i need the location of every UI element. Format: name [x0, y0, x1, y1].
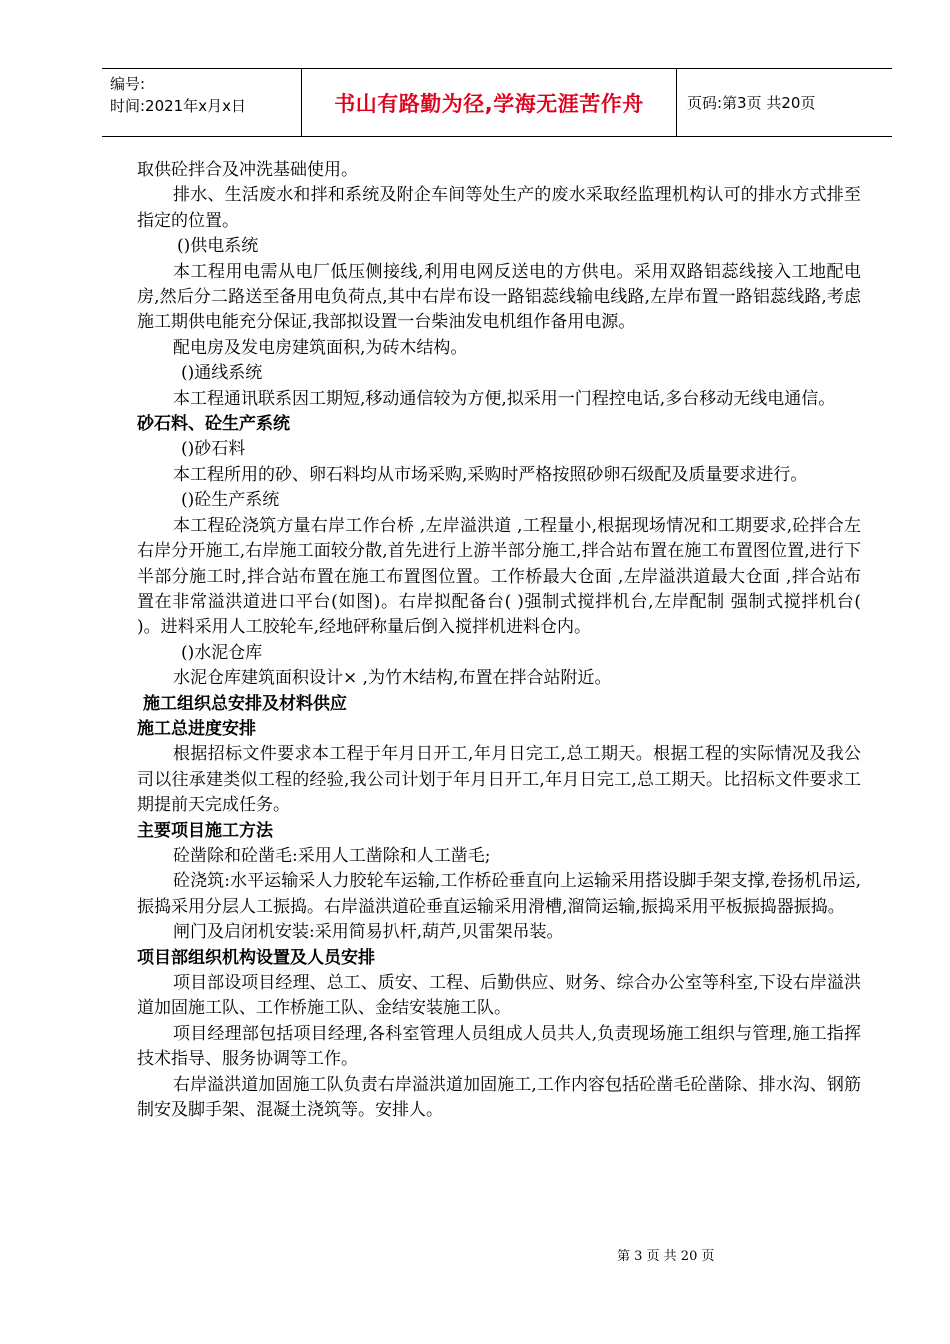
paragraph: 水泥仓库建筑面积设计× ,为竹木结构,布置在拌合站附近。 [173, 668, 612, 689]
paragraph: 根据招标文件要求本工程于年月日开工,年月日完工,总工期天。根据工程的实际情况及我公司以往承建类似工程的经验,我公司计划于年月日开工,年月日完工,总工期天。比招标文件要求工期提前天完成任务。 [137, 744, 861, 816]
paragraph: 本工程所用的砂、卵石料均从市场采购,采购时严格按照砂卵石级配及质量要求进行。 [173, 464, 808, 485]
paragraph: 本工程通讯联系因工期短,移动通信较为方便,拟采用一门程控电话,多台移动无线电通信。 [173, 388, 836, 409]
motto: 书山有路勤为径,学海无涯苦作舟 [302, 69, 677, 136]
page-footer: 第 3 页 共 20 页 [617, 1249, 715, 1264]
paragraph: ()砼生产系统 [181, 490, 280, 511]
paragraph: 本工程用电需从电厂低压侧接线,利用电网反送电的方供电。采用双路铝蕊线接入工地配电房,然后分二路送至备用电负荷点,其中右岸布设一路铝蕊线输电线路,左岸布置一路铝蕊线路,考虑施工期供电能充分保证,我部拟设置一台柴油发电机组作备用电源。 [137, 261, 861, 333]
paragraph: 排水、生活废水和拌和系统及附企车间等处生产的废水采取经监理机构认可的排水方式排至指定的位置。 [137, 185, 861, 231]
section-heading: 项目部组织机构设置及人员安排 [137, 947, 375, 968]
paragraph: 右岸溢洪道加固施工队负责右岸溢洪道加固施工,工作内容包括砼凿毛砼凿除、排水沟、钢筋制安及脚手架、混凝土浇筑等。安排人。 [137, 1074, 861, 1121]
paragraph: 闸门及启闭机安装:采用简易扒杆,葫芦,贝雷架吊装。 [173, 922, 564, 943]
section-heading: 砂石料、砼生产系统 [137, 414, 290, 435]
paragraph: ()水泥仓库 [181, 642, 263, 663]
number-label: 编号: [110, 75, 146, 93]
section-heading: 施工总进度安排 [137, 718, 256, 739]
paragraph: 取供砼拌合及冲洗基础使用。 [137, 160, 358, 180]
paragraph: 砼凿除和砼凿毛:采用人工凿除和人工凿毛; [173, 845, 491, 866]
header-table [102, 68, 892, 137]
paragraph: ()通线系统 [181, 363, 263, 384]
section-heading: 主要项目施工方法 [137, 820, 273, 841]
paragraph: ()供电系统 [177, 236, 259, 257]
header-left-cell [102, 69, 302, 136]
page-label: 页码:第3页 共20页 [687, 94, 816, 112]
paragraph: 本工程砼浇筑方量右岸工作台桥 ,左岸溢洪道 ,工程量小,根据现场情况和工期要求,砼拌合左右岸分开施工,右岸施工面较分散,首先进行上游半部分施工,拌合站布置在施工布置图位置,进行下半部分施工时,拌合站布置在施工布置图位置。工作桥最大仓面 ,左岸溢洪道最大仓面 ,拌合站布置在非常溢洪道进口平台(如图)。右岸拟配备台( )强制式搅拌机台,左岸配制 强制式搅拌机台( )。进料采用人工胶轮车,经地砰称量后倒入搅拌机进料仓内。 [137, 515, 861, 638]
paragraph: 项目部设项目经理、总工、质安、工程、后勤供应、财务、综合办公室等科室,下设右岸溢洪道加固施工队、工作桥施工队、金结安装施工队。 [137, 973, 861, 1019]
paragraph: 配电房及发电房建筑面积,为砖木结构。 [173, 337, 468, 358]
section-heading: 施工组织总安排及材料供应 [143, 693, 347, 714]
paragraph: ()砂石料 [181, 439, 246, 460]
paragraph: 砼浇筑:水平运输采人力胶轮车运输,工作桥砼垂直向上运输采用搭设脚手架支撑,卷扬机吊运,振捣采用分层人工振捣。右岸溢洪道砼垂直运输采用滑槽,溜筒运输,振捣采用平板振捣器振捣。 [137, 871, 861, 917]
document-body [137, 158, 861, 1123]
time-label: 时间:2021年x月x日 [110, 97, 246, 115]
paragraph: 项目经理部包括项目经理,各科室管理人员组成人员共人,负责现场施工组织与管理,施工指挥技术指导、服务协调等工作。 [137, 1023, 861, 1070]
